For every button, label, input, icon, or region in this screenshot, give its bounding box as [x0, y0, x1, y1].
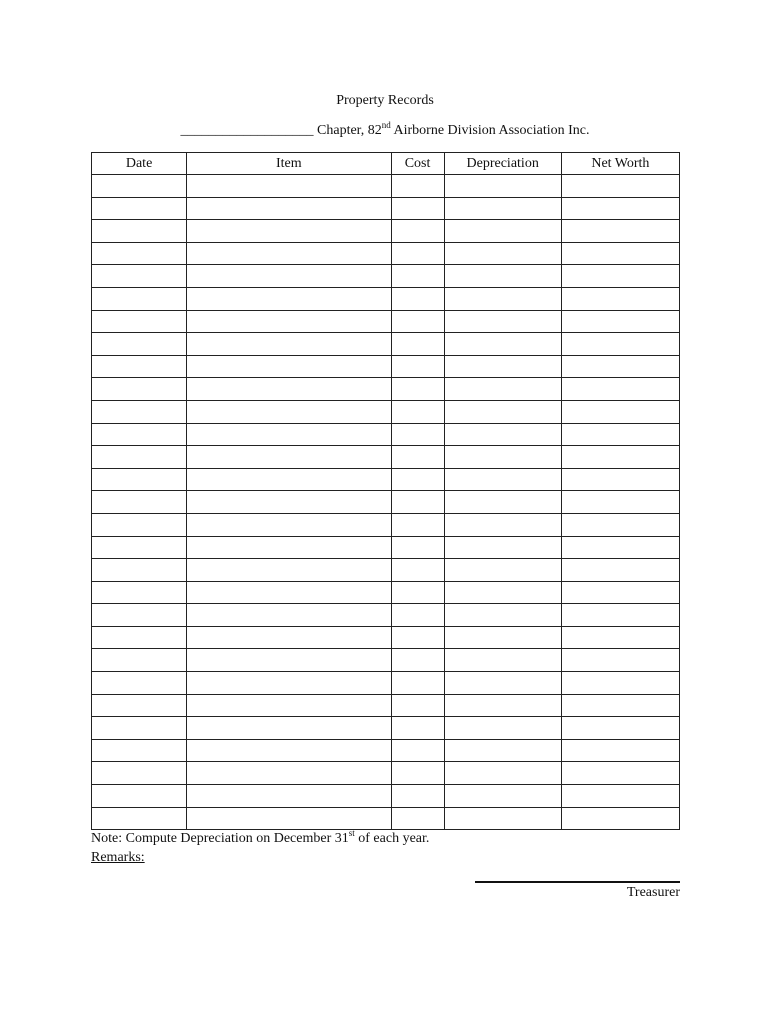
cell-item[interactable] [187, 468, 391, 491]
cell-depreciation[interactable] [444, 446, 561, 469]
cell-depreciation[interactable] [444, 559, 561, 582]
cell-net-worth[interactable] [561, 355, 679, 378]
cell-cost[interactable] [391, 446, 444, 469]
cell-depreciation[interactable] [444, 649, 561, 672]
cell-net-worth[interactable] [561, 604, 679, 627]
cell-net-worth[interactable] [561, 739, 679, 762]
cell-depreciation[interactable] [444, 423, 561, 446]
cell-item[interactable] [187, 536, 391, 559]
cell-date[interactable] [92, 807, 187, 830]
cell-depreciation[interactable] [444, 672, 561, 695]
table-row [92, 468, 680, 491]
note-prefix: Note: Compute Depreciation on December 31 [91, 831, 349, 846]
cell-date[interactable] [92, 559, 187, 582]
cell-net-worth[interactable] [561, 265, 679, 288]
cell-depreciation[interactable] [444, 378, 561, 401]
cell-cost[interactable] [391, 739, 444, 762]
cell-depreciation[interactable] [444, 310, 561, 333]
depreciation-note [91, 828, 430, 847]
cell-net-worth[interactable] [561, 785, 679, 808]
cell-date[interactable] [92, 785, 187, 808]
cell-net-worth[interactable] [561, 649, 679, 672]
cell-date[interactable] [92, 536, 187, 559]
cell-depreciation[interactable] [444, 265, 561, 288]
treasurer-label: Treasurer [626, 885, 680, 900]
table-row [92, 513, 680, 536]
cell-cost[interactable] [391, 468, 444, 491]
cell-item[interactable] [187, 581, 391, 604]
cell-cost[interactable] [391, 220, 444, 243]
cell-date[interactable] [92, 400, 187, 423]
table-row [92, 333, 680, 356]
cell-date[interactable] [92, 717, 187, 740]
cell-net-worth[interactable] [561, 242, 679, 265]
table-header-row [92, 153, 680, 175]
table-row [92, 423, 680, 446]
cell-cost[interactable] [391, 423, 444, 446]
table-row [92, 717, 680, 740]
signature-line[interactable] [475, 881, 680, 883]
table-row [92, 672, 680, 695]
cell-item[interactable] [187, 491, 391, 514]
table-row [92, 581, 680, 604]
association-name: Airborne Division Association Inc. [390, 123, 590, 138]
cell-date[interactable] [92, 672, 187, 695]
document-title: Property Records [336, 93, 434, 108]
table-row [92, 355, 680, 378]
cell-cost[interactable] [391, 762, 444, 785]
table-row [92, 175, 680, 198]
table-row [92, 536, 680, 559]
cell-item[interactable] [187, 423, 391, 446]
cell-item[interactable] [187, 287, 391, 310]
cell-item[interactable] [187, 175, 391, 198]
table-row [92, 378, 680, 401]
cell-depreciation[interactable] [444, 739, 561, 762]
cell-net-worth[interactable] [561, 468, 679, 491]
table-row [92, 785, 680, 808]
header-net-worth: Net Worth [561, 153, 679, 175]
cell-depreciation[interactable] [444, 536, 561, 559]
cell-item[interactable] [187, 762, 391, 785]
cell-cost[interactable] [391, 536, 444, 559]
cell-cost[interactable] [391, 287, 444, 310]
cell-depreciation[interactable] [444, 175, 561, 198]
cell-item[interactable] [187, 197, 391, 220]
cell-depreciation[interactable] [444, 717, 561, 740]
table-row [92, 694, 680, 717]
table-row [92, 807, 680, 830]
cell-date[interactable] [92, 694, 187, 717]
cell-date[interactable] [92, 423, 187, 446]
cell-date[interactable] [92, 242, 187, 265]
cell-net-worth[interactable] [561, 807, 679, 830]
cell-cost[interactable] [391, 649, 444, 672]
cell-cost[interactable] [391, 604, 444, 627]
cell-net-worth[interactable] [561, 400, 679, 423]
cell-depreciation[interactable] [444, 197, 561, 220]
cell-item[interactable] [187, 220, 391, 243]
cell-net-worth[interactable] [561, 536, 679, 559]
table-row [92, 649, 680, 672]
cell-depreciation[interactable] [444, 694, 561, 717]
cell-depreciation[interactable] [444, 513, 561, 536]
header-item: Item [187, 153, 391, 175]
cell-date[interactable] [92, 265, 187, 288]
cell-cost[interactable] [391, 717, 444, 740]
cell-item[interactable] [187, 265, 391, 288]
cell-date[interactable] [92, 175, 187, 198]
property-records-table [91, 152, 680, 830]
cell-net-worth[interactable] [561, 446, 679, 469]
cell-item[interactable] [187, 446, 391, 469]
remarks-label: Remarks: [91, 850, 145, 865]
cell-cost[interactable] [391, 242, 444, 265]
cell-cost[interactable] [391, 626, 444, 649]
cell-item[interactable] [187, 672, 391, 695]
cell-depreciation[interactable] [444, 807, 561, 830]
cell-depreciation[interactable] [444, 220, 561, 243]
cell-cost[interactable] [391, 807, 444, 830]
cell-date[interactable] [92, 220, 187, 243]
cell-date[interactable] [92, 310, 187, 333]
cell-net-worth[interactable] [561, 220, 679, 243]
cell-net-worth[interactable] [561, 672, 679, 695]
cell-item[interactable] [187, 604, 391, 627]
cell-net-worth[interactable] [561, 423, 679, 446]
cell-depreciation[interactable] [444, 626, 561, 649]
table-body [92, 175, 680, 830]
cell-net-worth[interactable] [561, 175, 679, 198]
cell-date[interactable] [92, 197, 187, 220]
cell-item[interactable] [187, 355, 391, 378]
cell-depreciation[interactable] [444, 491, 561, 514]
cell-date[interactable] [92, 468, 187, 491]
table-row [92, 197, 680, 220]
cell-cost[interactable] [391, 265, 444, 288]
cell-depreciation[interactable] [444, 333, 561, 356]
cell-item[interactable] [187, 513, 391, 536]
cell-cost[interactable] [391, 672, 444, 695]
cell-date[interactable] [92, 378, 187, 401]
table-row [92, 220, 680, 243]
table-row [92, 604, 680, 627]
cell-date[interactable] [92, 333, 187, 356]
cell-cost[interactable] [391, 175, 444, 198]
cell-net-worth[interactable] [561, 559, 679, 582]
cell-item[interactable] [187, 310, 391, 333]
cell-depreciation[interactable] [444, 762, 561, 785]
chapter-text: Chapter, 82 [313, 123, 382, 138]
header-cost: Cost [391, 153, 444, 175]
note-suffix: of each year. [354, 831, 430, 846]
cell-net-worth[interactable] [561, 333, 679, 356]
cell-item[interactable] [187, 739, 391, 762]
table-row [92, 446, 680, 469]
cell-net-worth[interactable] [561, 310, 679, 333]
cell-date[interactable] [92, 762, 187, 785]
cell-cost[interactable] [391, 355, 444, 378]
cell-date[interactable] [92, 649, 187, 672]
cell-cost[interactable] [391, 491, 444, 514]
table-row [92, 242, 680, 265]
cell-item[interactable] [187, 694, 391, 717]
cell-depreciation[interactable] [444, 785, 561, 808]
cell-net-worth[interactable] [561, 762, 679, 785]
cell-net-worth[interactable] [561, 197, 679, 220]
cell-depreciation[interactable] [444, 581, 561, 604]
cell-date[interactable] [92, 491, 187, 514]
table-row [92, 762, 680, 785]
table-row [92, 287, 680, 310]
cell-date[interactable] [92, 626, 187, 649]
cell-net-worth[interactable] [561, 694, 679, 717]
cell-cost[interactable] [391, 785, 444, 808]
cell-depreciation[interactable] [444, 604, 561, 627]
cell-depreciation[interactable] [444, 355, 561, 378]
cell-date[interactable] [92, 739, 187, 762]
cell-date[interactable] [92, 446, 187, 469]
cell-depreciation[interactable] [444, 468, 561, 491]
table-row [92, 739, 680, 762]
table-row [92, 400, 680, 423]
cell-date[interactable] [92, 581, 187, 604]
header-depreciation: Depreciation [444, 153, 561, 175]
cell-cost[interactable] [391, 310, 444, 333]
cell-item[interactable] [187, 626, 391, 649]
chapter-ordinal: nd [381, 120, 391, 130]
cell-item[interactable] [187, 717, 391, 740]
table-row [92, 626, 680, 649]
cell-cost[interactable] [391, 513, 444, 536]
cell-date[interactable] [92, 604, 187, 627]
cell-item[interactable] [187, 807, 391, 830]
cell-net-worth[interactable] [561, 491, 679, 514]
cell-date[interactable] [92, 513, 187, 536]
cell-cost[interactable] [391, 378, 444, 401]
cell-net-worth[interactable] [561, 717, 679, 740]
cell-depreciation[interactable] [444, 400, 561, 423]
cell-item[interactable] [187, 649, 391, 672]
cell-depreciation[interactable] [444, 242, 561, 265]
cell-date[interactable] [92, 287, 187, 310]
cell-cost[interactable] [391, 694, 444, 717]
cell-net-worth[interactable] [561, 513, 679, 536]
cell-cost[interactable] [391, 581, 444, 604]
cell-cost[interactable] [391, 559, 444, 582]
cell-item[interactable] [187, 785, 391, 808]
table-row [92, 265, 680, 288]
note-ordinal: st [348, 828, 355, 838]
cell-item[interactable] [187, 400, 391, 423]
cell-cost[interactable] [391, 197, 444, 220]
cell-item[interactable] [187, 559, 391, 582]
table-row [92, 559, 680, 582]
cell-net-worth[interactable] [561, 626, 679, 649]
header-date: Date [92, 153, 187, 175]
cell-net-worth[interactable] [561, 581, 679, 604]
table-row [92, 491, 680, 514]
chapter-blank[interactable]: ___________________ [180, 123, 314, 138]
cell-item[interactable] [187, 333, 391, 356]
chapter-line [0, 120, 770, 139]
cell-item[interactable] [187, 378, 391, 401]
cell-depreciation[interactable] [444, 287, 561, 310]
cell-net-worth[interactable] [561, 378, 679, 401]
cell-date[interactable] [92, 355, 187, 378]
cell-cost[interactable] [391, 333, 444, 356]
cell-cost[interactable] [391, 400, 444, 423]
cell-net-worth[interactable] [561, 287, 679, 310]
cell-item[interactable] [187, 242, 391, 265]
table-row [92, 310, 680, 333]
